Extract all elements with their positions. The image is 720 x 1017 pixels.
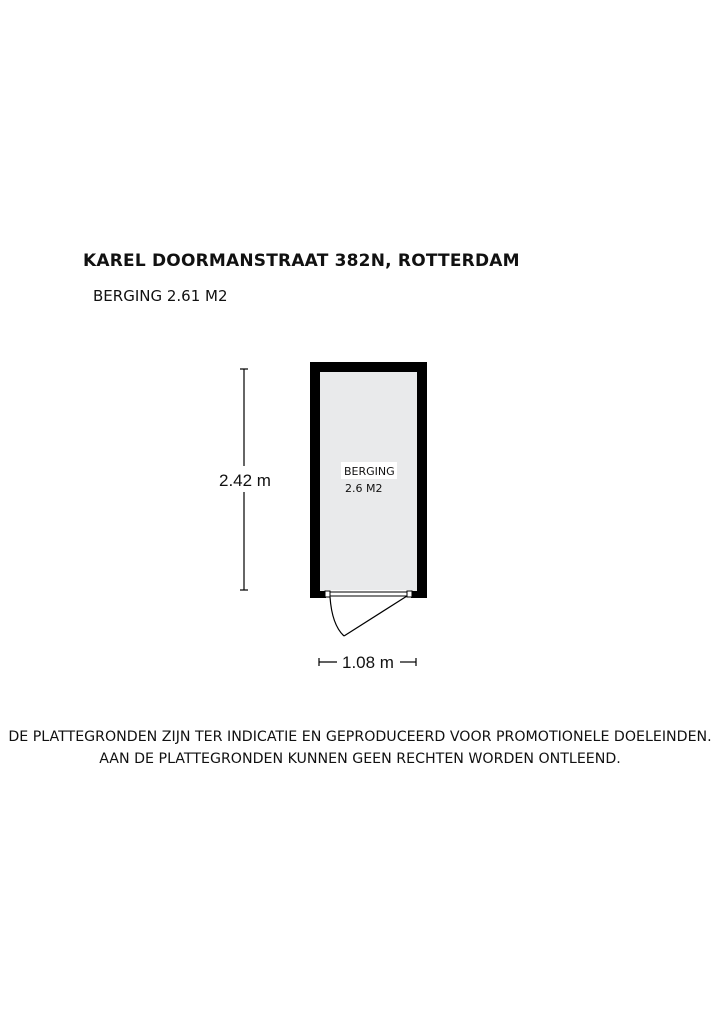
door-jamb-left (325, 591, 330, 597)
door-jamb-right (407, 591, 412, 597)
disclaimer-line-2: AAN DE PLATTEGRONDEN KUNNEN GEEN RECHTEN WORDEN ONTLEEND. (99, 751, 621, 767)
room-name: BERGING (344, 465, 395, 478)
page-subtitle: BERGING 2.61 M2 (93, 287, 228, 305)
door-swing-icon (330, 596, 407, 636)
width-label: 1.08 m (342, 653, 394, 672)
door-opening (326, 590, 411, 599)
disclaimer (0, 726, 720, 770)
disclaimer-line-1: DE PLATTEGRONDEN ZIJN TER INDICATIE EN GEPRODUCEERD VOOR PROMOTIONELE DOELEINDEN. (8, 729, 712, 745)
page-title: KAREL DOORMANSTRAAT 382N, ROTTERDAM (83, 251, 520, 271)
room-area: 2.6 M2 (345, 482, 383, 495)
height-label: 2.42 m (219, 471, 271, 490)
